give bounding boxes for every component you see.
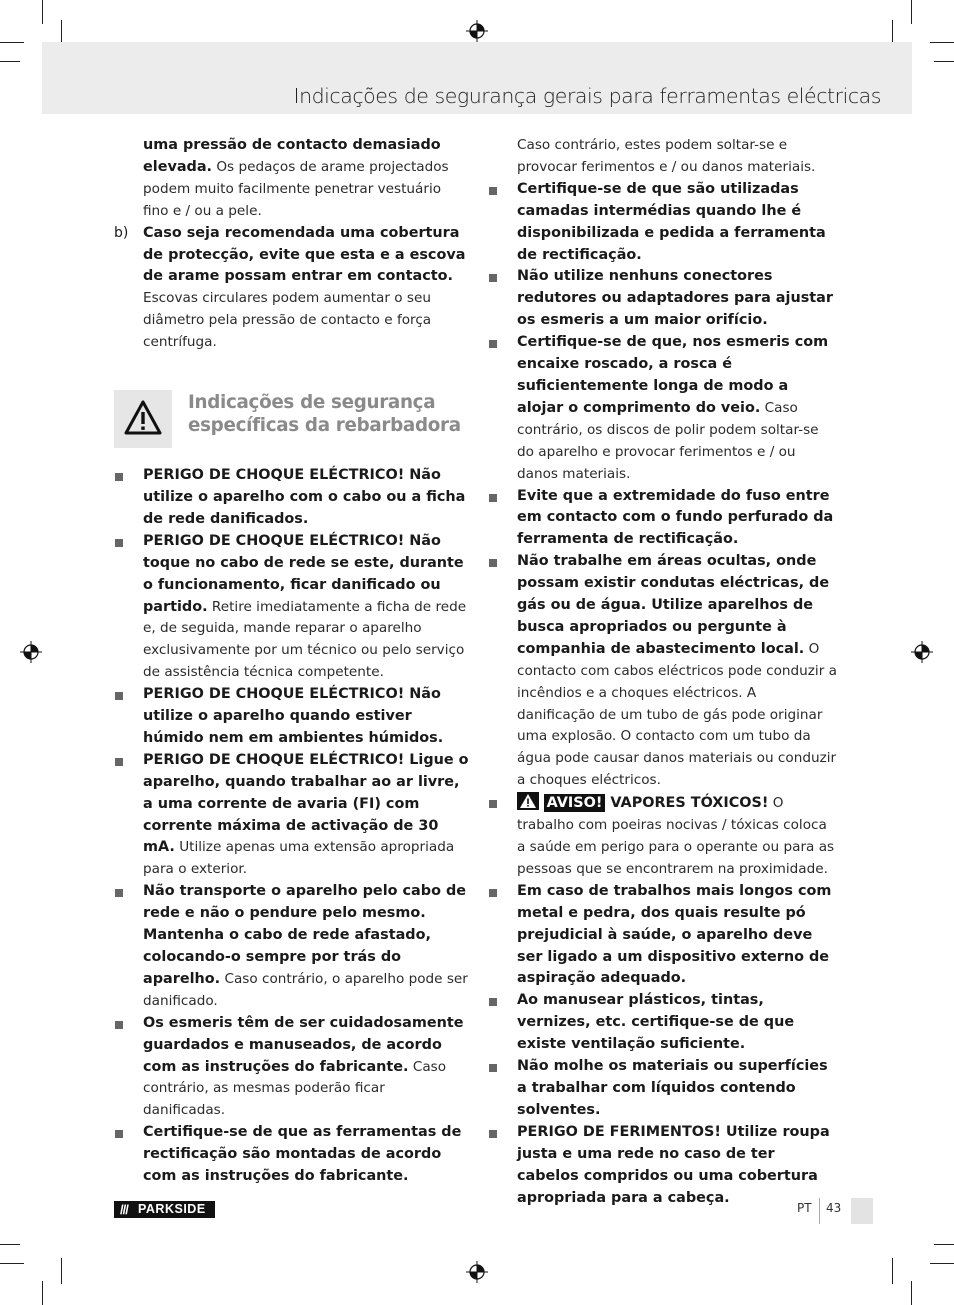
list-item <box>488 179 838 267</box>
bullet-icon <box>115 539 123 547</box>
crop-mark <box>0 42 24 43</box>
aviso-bold: VAPORES TÓXICOS! <box>605 795 769 812</box>
item-bold: PERIGO DE CHOQUE ELÉCTRICO! Não utilize o aparelho quando estiver húmido nem em ambientes húmidos. <box>143 686 444 746</box>
crop-mark <box>42 1281 43 1305</box>
item-bold: Os esmeris têm de ser cuidadosamente guardados e manuseados, de acordo com as instruções do fabricante. <box>143 1014 464 1075</box>
item-bold: Certifique-se de que as ferramentas de rectificação são montadas de acordo com as instruções do fabricante. <box>143 1124 462 1185</box>
bullet-icon <box>489 1064 497 1072</box>
list-item <box>114 1122 469 1188</box>
list-item <box>488 266 838 332</box>
crop-mark <box>0 1244 20 1245</box>
paragraph-continued <box>114 135 469 223</box>
paragraph-continued <box>488 135 838 179</box>
warning-box <box>114 390 172 448</box>
bullet-icon <box>115 1021 123 1029</box>
list-item <box>488 486 838 552</box>
item-bold: PERIGO DE CHOQUE ELÉCTRICO! Ligue o aparelho, quando trabalhar ao ar livre, a uma corrente de avaria (FI) com corrente máxima de activação de 30 mA. <box>143 751 469 856</box>
page-title: Indicações de segurança gerais para ferramentas eléctricas <box>293 84 881 108</box>
right-column <box>488 135 838 1209</box>
item-text: Retire imediatamente a ficha de rede e, de seguida, mande reparar o aparelho exclusivamente por um técnico ou pelo serviço de assistência técnica competente. <box>143 598 467 681</box>
item-text: Caso contrário, o aparelho pode ser danificado. <box>143 970 468 1009</box>
bullet-icon <box>115 473 123 481</box>
bullet-icon <box>489 494 497 502</box>
item-bold: Ao manusear plásticos, tintas, vernizes, etc. certifique-se de que existe ventilação suficiente. <box>517 992 795 1053</box>
crop-mark <box>61 1258 62 1284</box>
section-title-line-2: específicas da rebarbadora <box>188 414 461 436</box>
item-b-bold: Caso seja recomendada uma cobertura de protecção, evite que esta e a escova de arame possam entrar em contacto. <box>143 224 466 285</box>
list-item <box>488 1056 838 1122</box>
list-item-aviso <box>488 792 838 881</box>
list-item <box>114 1013 469 1123</box>
language-code: PT <box>797 1201 812 1215</box>
brand-name: PARKSIDE <box>138 1202 206 1216</box>
item-bold: Certifique-se de que são utilizadas camadas intermédias quando lhe é disponibilizada e pedida a ferramenta de rectificação. <box>517 180 826 263</box>
crop-mark <box>911 0 912 24</box>
item-text: Caso contrário, as mesmas poderão ficar danificadas. <box>143 1058 447 1119</box>
section-title-line-1: Indicações de segurança <box>188 392 436 414</box>
item-bold: Não transporte o aparelho pelo cabo de rede e não o pendure pelo mesmo. Mantenha o cabo de rede afastado, colocando-o sempre por trás do aparelho. <box>143 883 467 987</box>
section-title <box>188 392 461 437</box>
list-item <box>488 332 838 485</box>
item-bold: Não molhe os materiais ou superfícies a trabalhar com líquidos contendo solventes. <box>517 1058 828 1118</box>
list-item <box>114 750 469 881</box>
item-bold: Evite que a extremidade do fuso entre em contacto com o fundo perfurado da ferramenta de rectificação. <box>517 487 834 548</box>
left-column <box>114 135 469 1188</box>
left-list <box>114 465 469 1188</box>
item-b-text: Escovas circulares podem aumentar o seu diâmetro pela pressão de contacto e força centrífuga. <box>143 290 432 351</box>
list-item <box>488 1122 838 1210</box>
list-marker-b: b) <box>114 224 129 241</box>
logo-stripes-icon: /// <box>120 1202 128 1217</box>
item-text: O contacto com cabos eléctricos pode conduzir a incêndios e a choques eléctricos. A danificação de um tubo de gás pode originar uma explosão. O contacto com um tubo da água pode causar danos materiais ou conduzir a choques eléctricos. <box>517 640 837 789</box>
bullet-icon <box>115 889 123 897</box>
page-number: 43 <box>826 1201 842 1215</box>
crop-mark <box>930 42 954 43</box>
crop-mark <box>0 1263 24 1264</box>
bullet-icon <box>489 274 497 282</box>
crop-mark <box>42 0 43 24</box>
crop-mark <box>934 1244 954 1245</box>
intro-text: Os pedaços de arame projectados podem muito facilmente penetrar vestuário fino e / ou a pele. <box>143 158 449 219</box>
bullet-icon <box>489 340 497 348</box>
bullet-icon <box>115 692 123 700</box>
item-bold: Em caso de trabalhos mais longos com metal e pedra, dos quais resulte pó prejudicial à saúde, o aparelho deve ser ligado a um dispositivo externo de aspiração adequado. <box>517 882 832 987</box>
section-heading <box>114 390 469 448</box>
aviso-label: AVISO! <box>544 794 606 812</box>
registration-mark-icon <box>20 641 42 663</box>
bullet-icon <box>489 889 497 897</box>
item-bold: PERIGO DE CHOQUE ELÉCTRICO! Não toque no cabo de rede se este, durante o funcionamento, ficar danificado ou partido. <box>143 532 464 615</box>
footer-divider <box>819 1198 820 1224</box>
list-item <box>114 881 469 1012</box>
registration-mark-icon <box>911 641 933 663</box>
bullet-icon <box>489 559 497 567</box>
list-item-b <box>114 223 469 354</box>
item-bold: PERIGO DE CHOQUE ELÉCTRICO! Não utilize o aparelho com o cabo ou a ficha de rede danificados. <box>143 467 466 527</box>
intro-text: Caso contrário, estes podem soltar-se e provocar ferimentos e / ou danos materiais. <box>517 137 816 175</box>
bullet-icon <box>489 800 497 808</box>
list-item <box>114 531 469 684</box>
item-text: Utilize apenas uma extensão apropriada para o exterior. <box>143 839 455 878</box>
bullet-icon <box>489 998 497 1006</box>
crop-mark <box>892 1258 893 1284</box>
bullet-icon <box>489 187 497 195</box>
item-bold: Não trabalhe em áreas ocultas, onde possam existir condutas eléctricas, de gás ou de água. Utilize aparelhos de busca apropriados ou pergunte à companhia de abastecimento local. <box>517 553 830 657</box>
list-item <box>488 881 838 991</box>
list-item <box>114 684 469 750</box>
crop-mark <box>0 61 20 62</box>
item-text: Caso contrário, os discos de polir podem soltar-se do aparelho e provocar ferimentos e / ou danos materiais. <box>517 399 819 482</box>
registration-mark-icon <box>466 1261 488 1283</box>
list-item <box>488 990 838 1056</box>
registration-mark-icon <box>466 20 488 42</box>
bullet-icon <box>115 758 123 766</box>
crop-mark <box>934 61 954 62</box>
warning-triangle-icon <box>123 399 163 437</box>
list-item <box>488 551 838 792</box>
warning-inline-icon <box>517 792 539 810</box>
brand-logo <box>114 1201 215 1218</box>
bullet-icon <box>489 1130 497 1138</box>
item-bold: Não utilize nenhuns conectores redutores ou adaptadores para ajustar os esmeris a um maior orifício. <box>517 268 833 329</box>
crop-mark <box>911 1281 912 1305</box>
list-item <box>114 465 469 531</box>
item-bold: Certifique-se de que, nos esmeris com encaixe roscado, a rosca é suficientemente longa de modo a alojar o comprimento do veio. <box>517 334 829 416</box>
item-bold: PERIGO DE FERIMENTOS! Utilize roupa justa e uma rede no caso de ter cabelos compridos ou uma cobertura apropriada para a cabeça. <box>517 1123 830 1206</box>
page-tab <box>851 1198 873 1224</box>
crop-mark <box>930 1263 954 1264</box>
intro-bold: uma pressão de contacto demasiado elevada. <box>143 137 441 175</box>
aviso-text: O trabalho com poeiras nocivas / tóxicas coloca a saúde em perigo para o operante ou para as pessoas que se encontrarem na proximidade. <box>517 795 835 877</box>
bullet-icon <box>115 1130 123 1138</box>
